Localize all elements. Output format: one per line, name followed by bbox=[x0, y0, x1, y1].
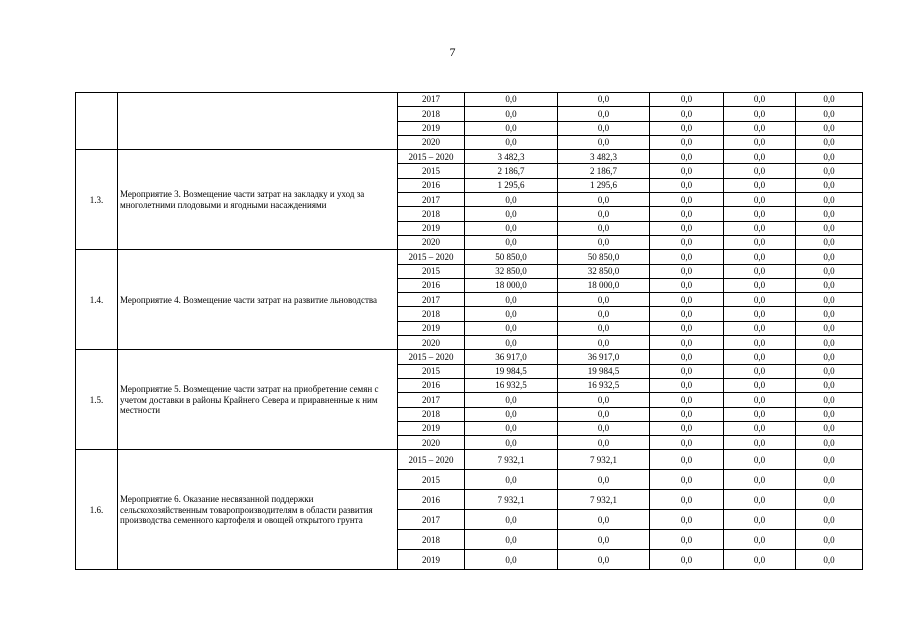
amount-cell: 0,0 bbox=[650, 150, 724, 164]
amount-cell: 0,0 bbox=[650, 221, 724, 235]
amount-cell: 0,0 bbox=[650, 135, 724, 149]
amount-cell: 0,0 bbox=[650, 450, 724, 470]
year-cell: 2019 bbox=[398, 421, 465, 435]
amount-cell: 0,0 bbox=[558, 336, 650, 350]
amount-cell: 0,0 bbox=[558, 510, 650, 530]
amount-cell: 0,0 bbox=[724, 421, 796, 435]
amount-cell: 0,0 bbox=[558, 321, 650, 335]
measure-name: Мероприятие 5. Возмещение части затрат на приобретение семян с учетом доставки в районы Крайнего Севера и приравненные к ним местности bbox=[118, 350, 398, 450]
amount-cell: 0,0 bbox=[724, 407, 796, 421]
amount-cell: 0,0 bbox=[465, 293, 558, 307]
amount-cell: 0,0 bbox=[650, 530, 724, 550]
year-cell: 2018 bbox=[398, 307, 465, 321]
table-row bbox=[76, 93, 863, 107]
amount-cell: 0,0 bbox=[465, 421, 558, 435]
amount-cell: 0,0 bbox=[724, 264, 796, 278]
year-cell: 2016 bbox=[398, 278, 465, 292]
year-cell: 2018 bbox=[398, 207, 465, 221]
amount-cell: 0,0 bbox=[796, 364, 863, 378]
year-cell: 2015 – 2020 bbox=[398, 350, 465, 364]
amount-cell: 0,0 bbox=[796, 178, 863, 192]
year-cell: 2019 bbox=[398, 121, 465, 135]
amount-cell: 0,0 bbox=[796, 107, 863, 121]
amount-cell: 0,0 bbox=[465, 135, 558, 149]
table-row bbox=[76, 250, 863, 264]
year-cell: 2020 bbox=[398, 336, 465, 350]
amount-cell: 0,0 bbox=[796, 221, 863, 235]
measure-number: 1.4. bbox=[76, 250, 118, 350]
amount-cell: 0,0 bbox=[558, 293, 650, 307]
amount-cell: 0,0 bbox=[724, 336, 796, 350]
amount-cell: 0,0 bbox=[724, 378, 796, 392]
amount-cell: 0,0 bbox=[796, 510, 863, 530]
amount-cell: 0,0 bbox=[465, 336, 558, 350]
amount-cell: 0,0 bbox=[796, 207, 863, 221]
amount-cell: 7 932,1 bbox=[558, 490, 650, 510]
amount-cell: 0,0 bbox=[650, 470, 724, 490]
measure-name bbox=[118, 93, 398, 150]
amount-cell: 0,0 bbox=[796, 490, 863, 510]
year-cell: 2016 bbox=[398, 378, 465, 392]
year-cell: 2018 bbox=[398, 107, 465, 121]
amount-cell: 32 850,0 bbox=[558, 264, 650, 278]
measure-name: Мероприятие 6. Оказание несвязанной поддержки сельскохозяйственным товаропроизводителям в области развития производства семенного картофеля и овощей открытого грунта bbox=[118, 450, 398, 570]
amount-cell: 0,0 bbox=[558, 307, 650, 321]
amount-cell: 0,0 bbox=[724, 450, 796, 470]
measure-number: 1.3. bbox=[76, 150, 118, 250]
amount-cell: 19 984,5 bbox=[558, 364, 650, 378]
amount-cell: 0,0 bbox=[650, 393, 724, 407]
measure-name: Мероприятие 3. Возмещение части затрат на закладку и уход за многолетними плодовыми и ягодными насаждениями bbox=[118, 150, 398, 250]
amount-cell: 0,0 bbox=[724, 107, 796, 121]
budget-table bbox=[75, 92, 863, 570]
amount-cell: 0,0 bbox=[650, 336, 724, 350]
amount-cell: 1 295,6 bbox=[558, 178, 650, 192]
amount-cell: 0,0 bbox=[465, 321, 558, 335]
page-number: 7 bbox=[449, 45, 456, 59]
year-cell: 2015 – 2020 bbox=[398, 450, 465, 470]
amount-cell: 0,0 bbox=[558, 193, 650, 207]
amount-cell: 0,0 bbox=[465, 93, 558, 107]
amount-cell: 0,0 bbox=[796, 321, 863, 335]
amount-cell: 0,0 bbox=[650, 436, 724, 450]
amount-cell: 0,0 bbox=[796, 421, 863, 435]
amount-cell: 36 917,0 bbox=[558, 350, 650, 364]
amount-cell: 0,0 bbox=[724, 393, 796, 407]
amount-cell: 0,0 bbox=[796, 235, 863, 249]
amount-cell: 0,0 bbox=[796, 307, 863, 321]
amount-cell: 0,0 bbox=[650, 250, 724, 264]
amount-cell: 7 932,1 bbox=[558, 450, 650, 470]
amount-cell: 0,0 bbox=[796, 407, 863, 421]
amount-cell: 0,0 bbox=[724, 121, 796, 135]
amount-cell: 0,0 bbox=[724, 350, 796, 364]
year-cell: 2020 bbox=[398, 135, 465, 149]
amount-cell: 0,0 bbox=[558, 235, 650, 249]
year-cell: 2015 – 2020 bbox=[398, 150, 465, 164]
amount-cell: 0,0 bbox=[650, 364, 724, 378]
amount-cell: 0,0 bbox=[650, 193, 724, 207]
amount-cell: 0,0 bbox=[796, 121, 863, 135]
year-cell: 2019 bbox=[398, 221, 465, 235]
amount-cell: 0,0 bbox=[796, 164, 863, 178]
amount-cell: 0,0 bbox=[465, 407, 558, 421]
amount-cell: 0,0 bbox=[650, 307, 724, 321]
year-cell: 2019 bbox=[398, 550, 465, 570]
amount-cell: 0,0 bbox=[650, 321, 724, 335]
amount-cell: 0,0 bbox=[650, 278, 724, 292]
amount-cell: 0,0 bbox=[465, 121, 558, 135]
amount-cell: 0,0 bbox=[724, 321, 796, 335]
amount-cell: 2 186,7 bbox=[558, 164, 650, 178]
amount-cell: 0,0 bbox=[558, 393, 650, 407]
amount-cell: 0,0 bbox=[724, 470, 796, 490]
measure-number bbox=[76, 93, 118, 150]
amount-cell: 0,0 bbox=[650, 490, 724, 510]
amount-cell: 0,0 bbox=[724, 550, 796, 570]
amount-cell: 0,0 bbox=[724, 164, 796, 178]
amount-cell: 1 295,6 bbox=[465, 178, 558, 192]
year-cell: 2017 bbox=[398, 393, 465, 407]
amount-cell: 0,0 bbox=[465, 393, 558, 407]
table-row bbox=[76, 350, 863, 364]
amount-cell: 0,0 bbox=[796, 550, 863, 570]
amount-cell: 0,0 bbox=[724, 364, 796, 378]
amount-cell: 0,0 bbox=[465, 530, 558, 550]
amount-cell: 0,0 bbox=[796, 470, 863, 490]
amount-cell: 0,0 bbox=[465, 235, 558, 249]
amount-cell: 0,0 bbox=[724, 278, 796, 292]
amount-cell: 0,0 bbox=[650, 164, 724, 178]
amount-cell: 0,0 bbox=[724, 150, 796, 164]
amount-cell: 0,0 bbox=[650, 264, 724, 278]
measure-number: 1.5. bbox=[76, 350, 118, 450]
year-cell: 2017 bbox=[398, 193, 465, 207]
year-cell: 2017 bbox=[398, 93, 465, 107]
amount-cell: 0,0 bbox=[796, 530, 863, 550]
amount-cell: 0,0 bbox=[465, 470, 558, 490]
amount-cell: 0,0 bbox=[724, 93, 796, 107]
amount-cell: 0,0 bbox=[558, 530, 650, 550]
amount-cell: 0,0 bbox=[724, 250, 796, 264]
amount-cell: 0,0 bbox=[796, 378, 863, 392]
measure-name: Мероприятие 4. Возмещение части затрат на развитие льноводства bbox=[118, 250, 398, 350]
table-row bbox=[76, 150, 863, 164]
amount-cell: 0,0 bbox=[558, 421, 650, 435]
amount-cell: 0,0 bbox=[558, 407, 650, 421]
amount-cell: 0,0 bbox=[724, 193, 796, 207]
amount-cell: 0,0 bbox=[558, 121, 650, 135]
amount-cell: 0,0 bbox=[465, 221, 558, 235]
amount-cell: 7 932,1 bbox=[465, 450, 558, 470]
year-cell: 2015 bbox=[398, 364, 465, 378]
year-cell: 2015 bbox=[398, 164, 465, 178]
amount-cell: 0,0 bbox=[465, 107, 558, 121]
amount-cell: 0,0 bbox=[724, 293, 796, 307]
year-cell: 2015 – 2020 bbox=[398, 250, 465, 264]
amount-cell: 0,0 bbox=[796, 135, 863, 149]
amount-cell: 3 482,3 bbox=[558, 150, 650, 164]
amount-cell: 0,0 bbox=[465, 307, 558, 321]
amount-cell: 0,0 bbox=[796, 350, 863, 364]
amount-cell: 0,0 bbox=[558, 207, 650, 221]
year-cell: 2020 bbox=[398, 436, 465, 450]
amount-cell: 0,0 bbox=[724, 235, 796, 249]
amount-cell: 16 932,5 bbox=[465, 378, 558, 392]
amount-cell: 0,0 bbox=[650, 293, 724, 307]
amount-cell: 0,0 bbox=[650, 93, 724, 107]
year-cell: 2015 bbox=[398, 264, 465, 278]
amount-cell: 0,0 bbox=[650, 378, 724, 392]
amount-cell: 0,0 bbox=[465, 550, 558, 570]
amount-cell: 50 850,0 bbox=[465, 250, 558, 264]
year-cell: 2018 bbox=[398, 407, 465, 421]
amount-cell: 0,0 bbox=[724, 490, 796, 510]
amount-cell: 3 482,3 bbox=[465, 150, 558, 164]
amount-cell: 0,0 bbox=[650, 510, 724, 530]
amount-cell: 19 984,5 bbox=[465, 364, 558, 378]
amount-cell: 0,0 bbox=[724, 221, 796, 235]
amount-cell: 0,0 bbox=[650, 350, 724, 364]
amount-cell: 0,0 bbox=[724, 207, 796, 221]
amount-cell: 0,0 bbox=[558, 550, 650, 570]
year-cell: 2017 bbox=[398, 293, 465, 307]
amount-cell: 0,0 bbox=[724, 530, 796, 550]
amount-cell: 0,0 bbox=[558, 436, 650, 450]
amount-cell: 0,0 bbox=[558, 135, 650, 149]
amount-cell: 0,0 bbox=[558, 107, 650, 121]
amount-cell: 0,0 bbox=[465, 436, 558, 450]
amount-cell: 0,0 bbox=[796, 436, 863, 450]
amount-cell: 0,0 bbox=[724, 178, 796, 192]
table-body bbox=[76, 93, 863, 570]
amount-cell: 32 850,0 bbox=[465, 264, 558, 278]
amount-cell: 0,0 bbox=[724, 307, 796, 321]
amount-cell: 0,0 bbox=[724, 436, 796, 450]
amount-cell: 0,0 bbox=[558, 221, 650, 235]
amount-cell: 0,0 bbox=[650, 421, 724, 435]
amount-cell: 0,0 bbox=[796, 450, 863, 470]
amount-cell: 0,0 bbox=[558, 470, 650, 490]
amount-cell: 0,0 bbox=[724, 510, 796, 530]
amount-cell: 0,0 bbox=[650, 235, 724, 249]
amount-cell: 0,0 bbox=[796, 250, 863, 264]
amount-cell: 0,0 bbox=[796, 264, 863, 278]
amount-cell: 0,0 bbox=[796, 293, 863, 307]
amount-cell: 36 917,0 bbox=[465, 350, 558, 364]
amount-cell: 2 186,7 bbox=[465, 164, 558, 178]
amount-cell: 7 932,1 bbox=[465, 490, 558, 510]
amount-cell: 0,0 bbox=[796, 278, 863, 292]
year-cell: 2018 bbox=[398, 530, 465, 550]
year-cell: 2019 bbox=[398, 321, 465, 335]
amount-cell: 0,0 bbox=[650, 550, 724, 570]
amount-cell: 0,0 bbox=[796, 393, 863, 407]
table-row bbox=[76, 450, 863, 470]
amount-cell: 0,0 bbox=[650, 107, 724, 121]
year-cell: 2017 bbox=[398, 510, 465, 530]
year-cell: 2020 bbox=[398, 235, 465, 249]
amount-cell: 0,0 bbox=[465, 207, 558, 221]
amount-cell: 0,0 bbox=[796, 193, 863, 207]
amount-cell: 0,0 bbox=[724, 135, 796, 149]
amount-cell: 0,0 bbox=[465, 510, 558, 530]
measure-number: 1.6. bbox=[76, 450, 118, 570]
amount-cell: 16 932,5 bbox=[558, 378, 650, 392]
amount-cell: 0,0 bbox=[650, 178, 724, 192]
amount-cell: 0,0 bbox=[465, 193, 558, 207]
amount-cell: 0,0 bbox=[650, 121, 724, 135]
year-cell: 2016 bbox=[398, 178, 465, 192]
amount-cell: 0,0 bbox=[650, 207, 724, 221]
amount-cell: 50 850,0 bbox=[558, 250, 650, 264]
amount-cell: 0,0 bbox=[650, 407, 724, 421]
amount-cell: 0,0 bbox=[796, 93, 863, 107]
amount-cell: 0,0 bbox=[796, 336, 863, 350]
year-cell: 2016 bbox=[398, 490, 465, 510]
amount-cell: 18 000,0 bbox=[465, 278, 558, 292]
amount-cell: 0,0 bbox=[796, 150, 863, 164]
amount-cell: 0,0 bbox=[558, 93, 650, 107]
year-cell: 2015 bbox=[398, 470, 465, 490]
amount-cell: 18 000,0 bbox=[558, 278, 650, 292]
